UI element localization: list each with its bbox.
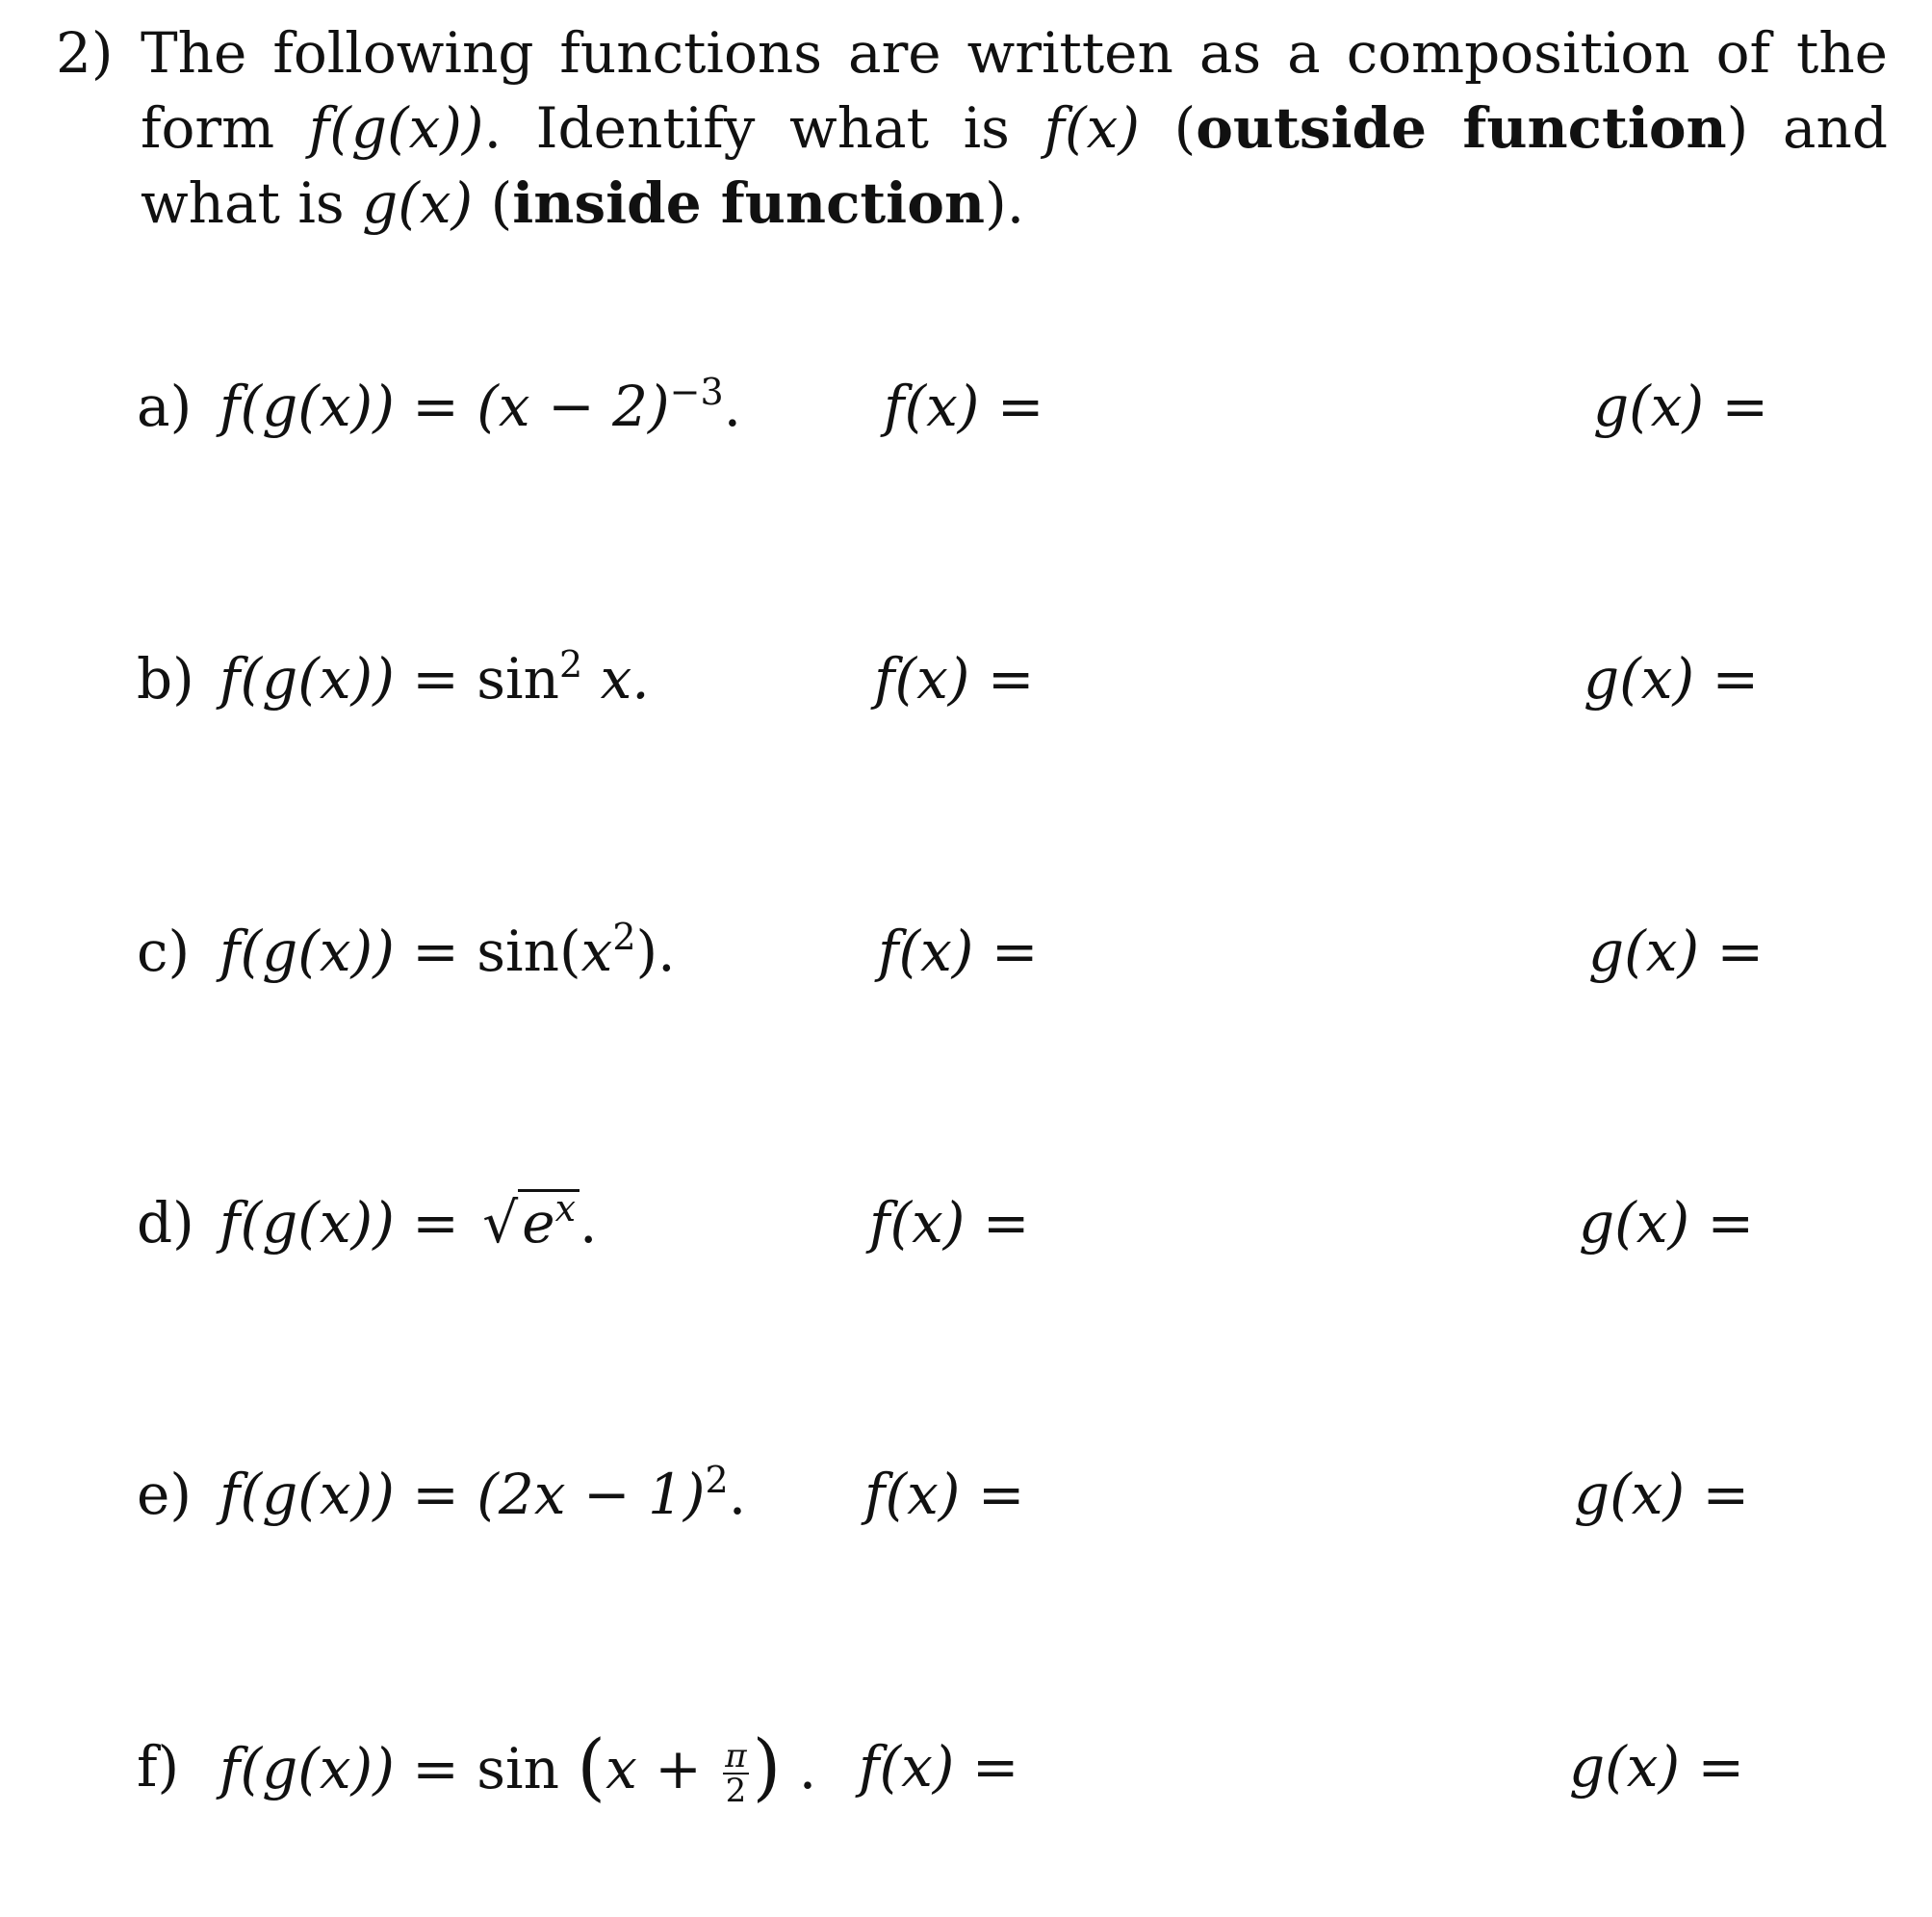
lhs: f(g(x)) = xyxy=(219,1190,477,1256)
question-text-part2: . Identify what is xyxy=(483,95,1044,161)
expr-var: x xyxy=(580,919,613,984)
fraction-denominator: 2 xyxy=(725,1771,747,1810)
item-label: a) xyxy=(137,374,193,439)
f-answer-blank[interactable]: f(x) = xyxy=(884,374,1044,439)
lhs: f(g(x)) = xyxy=(219,646,477,712)
radicand xyxy=(518,1189,580,1254)
item-e xyxy=(0,1446,1932,1542)
expr-end: . xyxy=(580,1190,598,1256)
fraction-numerator: π xyxy=(725,1736,747,1775)
composition-expression xyxy=(219,631,650,727)
item-d xyxy=(0,1175,1932,1271)
open-paren: ( xyxy=(577,1723,606,1809)
item-c xyxy=(0,903,1932,999)
question-text: The following functions are written as a composition of the form f(g(x)). Identify what is f(x) (outside function) and what is g(x) (inside function). xyxy=(141,20,1888,236)
item-label: c) xyxy=(137,919,191,984)
inside-function-label: inside function xyxy=(512,170,986,236)
lhs: f(g(x)) = xyxy=(219,1736,477,1801)
lhs: f(g(x)) = xyxy=(219,374,477,439)
expr-base: (2x − 1) xyxy=(477,1462,706,1527)
radical-sign: √ xyxy=(482,1190,519,1256)
expr-func: sin xyxy=(477,646,559,712)
expr-end: . xyxy=(723,374,742,439)
expr-var: x + xyxy=(605,1736,720,1801)
g-expression: g(x) xyxy=(362,170,474,236)
item-label: b) xyxy=(137,646,194,712)
g-answer-blank[interactable]: g(x) = xyxy=(1579,1190,1755,1256)
sqrt xyxy=(477,1175,580,1271)
question-text-part3: and what is xyxy=(141,95,1888,236)
item-label: f) xyxy=(137,1734,180,1800)
g-answer-blank[interactable]: g(x) = xyxy=(1584,646,1760,712)
item-a xyxy=(0,358,1932,454)
expr-exponent: 2 xyxy=(612,916,636,958)
composition-expression xyxy=(219,903,676,999)
expr-end: . xyxy=(728,1462,747,1527)
g-answer-blank[interactable]: g(x) = xyxy=(1569,1734,1745,1800)
close-paren: ) xyxy=(752,1723,782,1809)
composition-expression xyxy=(219,1175,597,1271)
lhs: f(g(x)) = xyxy=(219,1462,477,1527)
composition-expression xyxy=(219,358,741,454)
g-answer-blank[interactable]: g(x) = xyxy=(1588,919,1765,984)
expr-end: ). xyxy=(635,919,676,984)
form-expression: f(g(x)) xyxy=(308,95,484,161)
expr-func: sin( xyxy=(477,919,581,984)
item-label: d) xyxy=(137,1190,194,1256)
fraction xyxy=(723,1736,748,1810)
composition-expression xyxy=(219,1719,816,1817)
expr-exponent: 2 xyxy=(705,1459,729,1501)
f-answer-blank[interactable]: f(x) = xyxy=(878,919,1039,984)
item-label: e) xyxy=(137,1462,192,1527)
f-answer-blank[interactable]: f(x) = xyxy=(869,1190,1030,1256)
item-f xyxy=(0,1719,1932,1815)
question-text-part1: The following functions are written as a composition of the form xyxy=(141,20,1888,161)
radicand-base: e xyxy=(522,1190,555,1256)
expr-exponent: 2 xyxy=(558,643,583,686)
expr-end: . xyxy=(781,1736,817,1801)
g-answer-blank[interactable]: g(x) = xyxy=(1593,374,1769,439)
outside-function-label: outside function xyxy=(1196,95,1727,161)
f-answer-blank[interactable]: f(x) = xyxy=(874,646,1035,712)
expr-var: x. xyxy=(582,646,650,712)
expr-func: sin xyxy=(477,1736,578,1801)
radicand-exponent: x xyxy=(554,1187,577,1230)
expr-exponent: −3 xyxy=(669,371,724,413)
expr-base: (x − 2) xyxy=(477,374,670,439)
f-answer-blank[interactable]: f(x) = xyxy=(864,1462,1025,1527)
g-answer-blank[interactable]: g(x) = xyxy=(1574,1462,1750,1527)
question-number: 2) xyxy=(56,20,114,86)
item-b xyxy=(0,631,1932,727)
f-expression: f(x) xyxy=(1043,95,1140,161)
composition-expression xyxy=(219,1446,746,1542)
lhs: f(g(x)) = xyxy=(219,919,477,984)
f-answer-blank[interactable]: f(x) = xyxy=(859,1734,1019,1800)
